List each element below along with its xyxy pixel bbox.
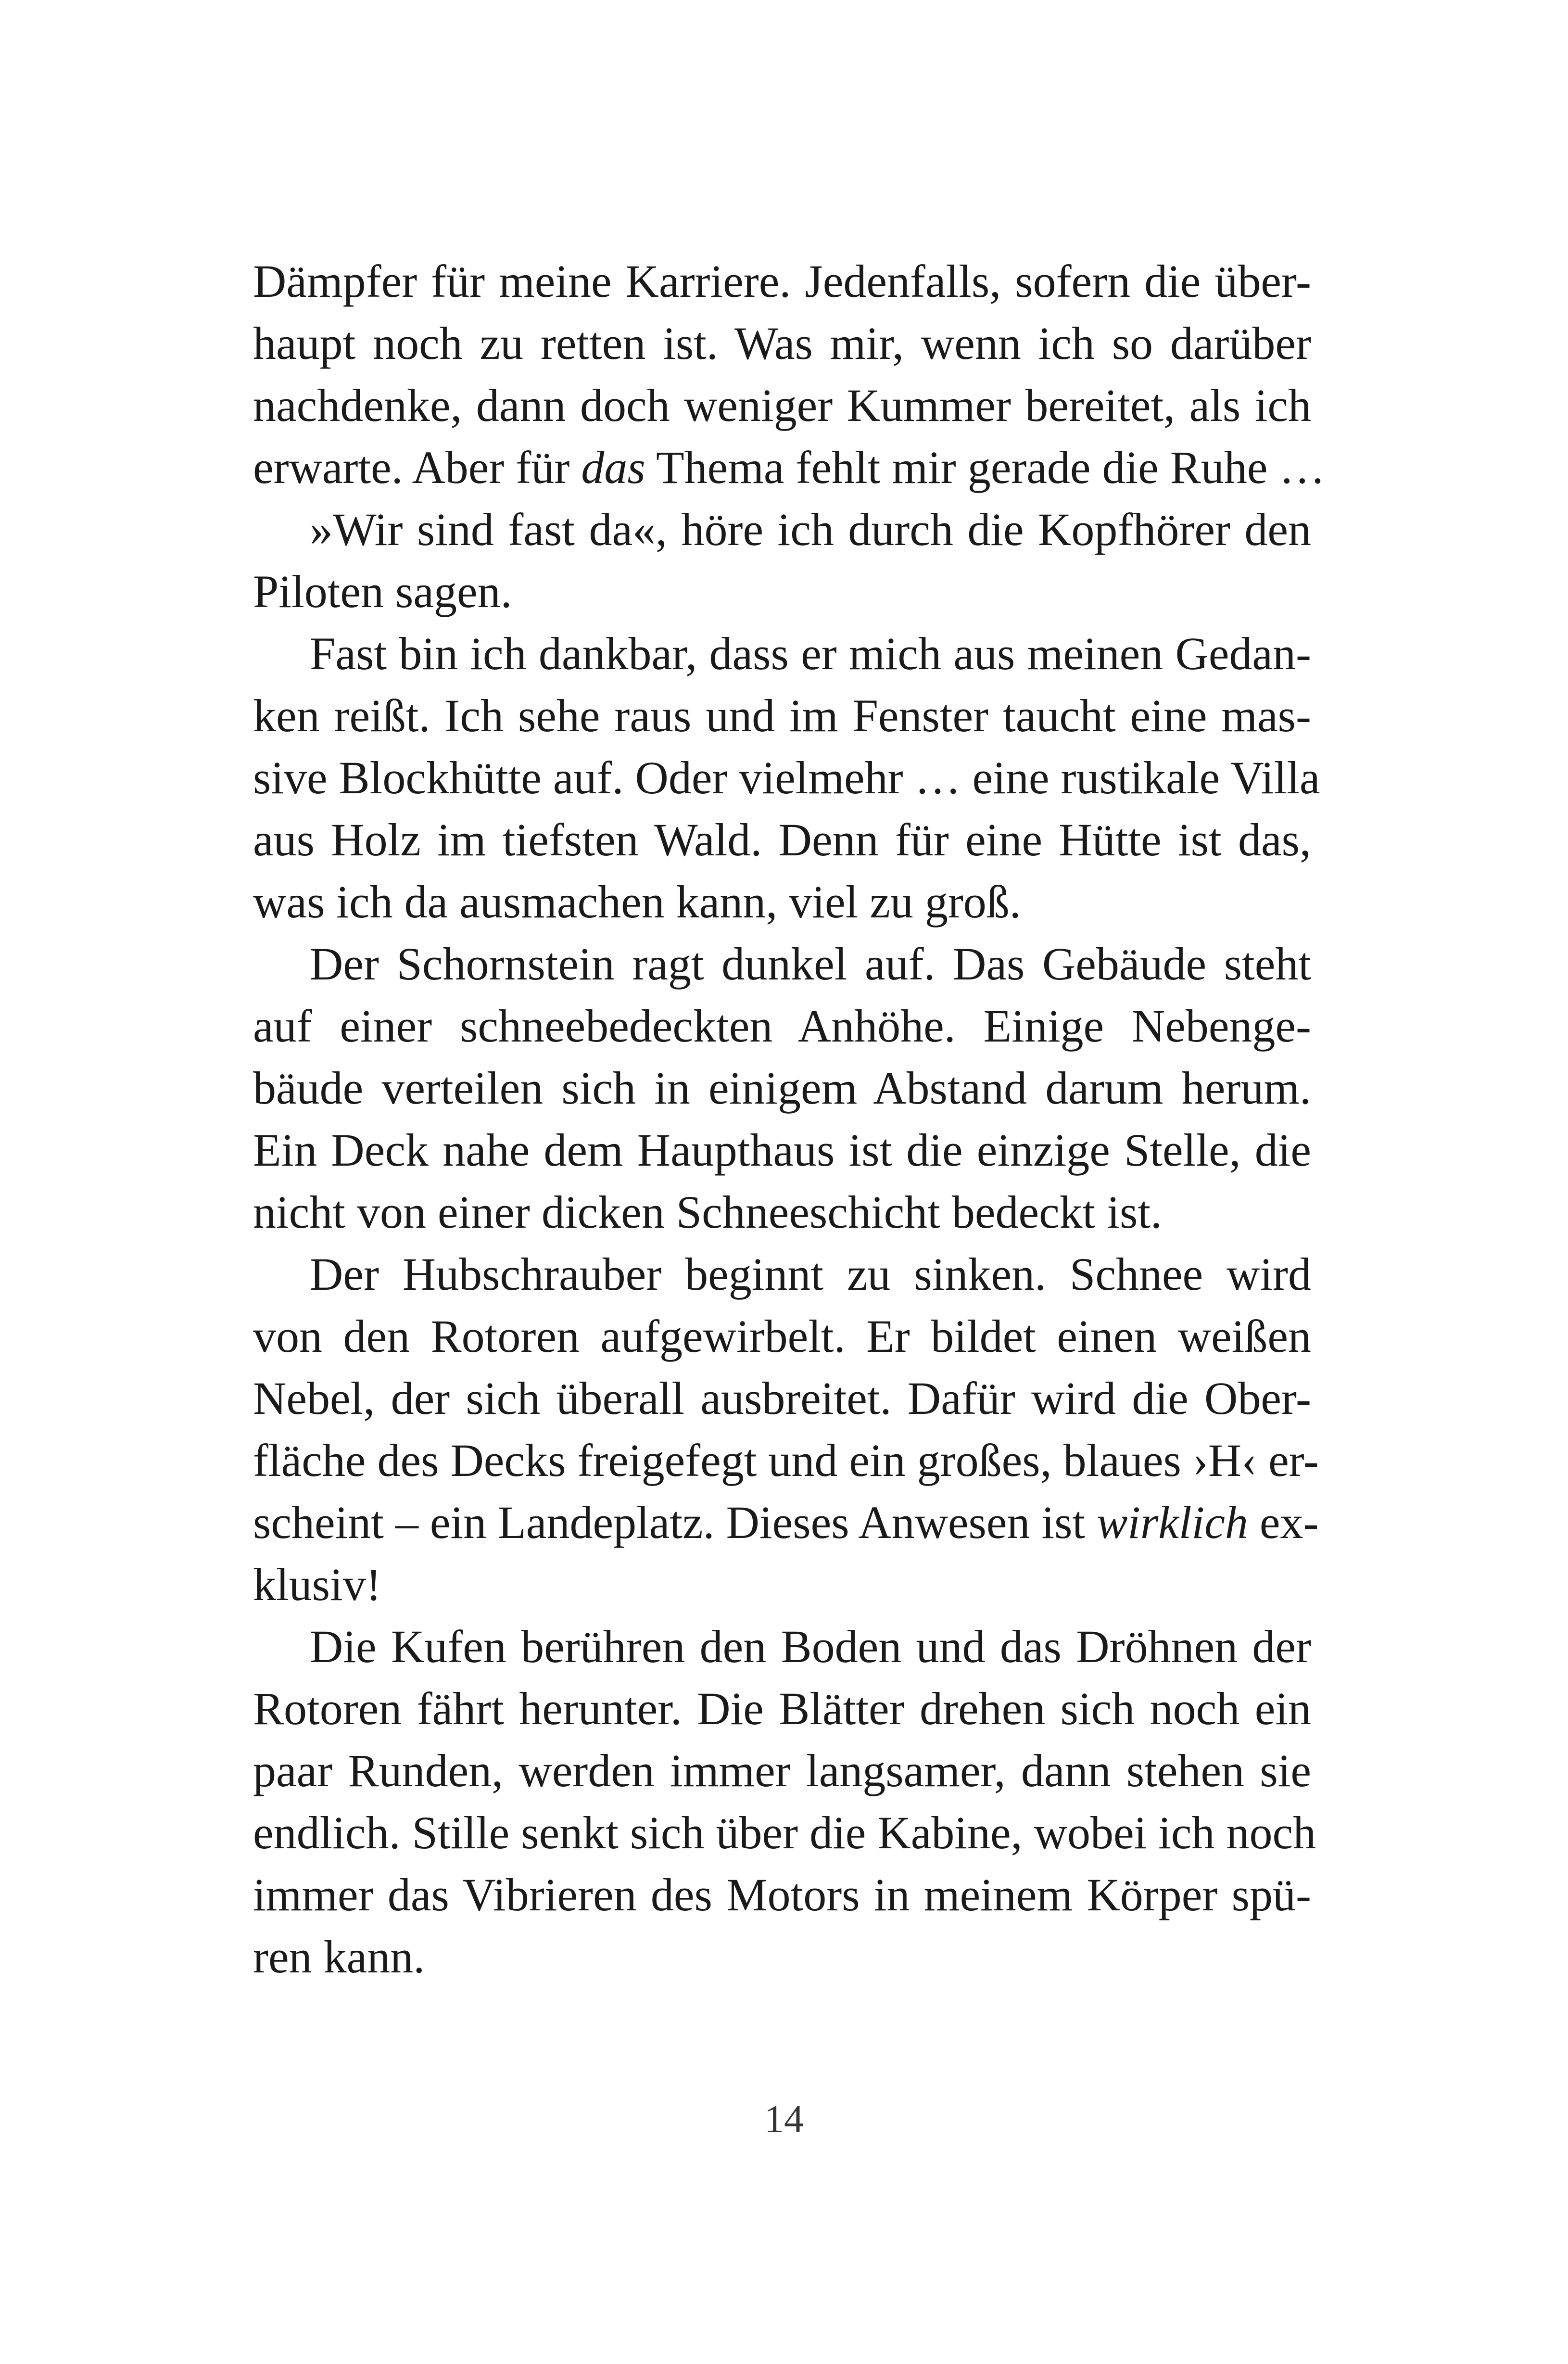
text-line: sive Blockhütte auf. Oder vielmehr … eine rustikale Villa — [253, 752, 1320, 803]
text-line: fläche des Decks freigefegt und ein großes, blaues ›H‹ er- — [253, 1435, 1319, 1486]
text-line: paar Runden, werden immer langsamer, dann stehen sie — [253, 1745, 1311, 1796]
text-line — [253, 436, 1326, 498]
text-line: was ich da ausmachen kann, viel zu groß. — [253, 876, 1021, 928]
text-segment: scheint – ein Landeplatz. Dieses Anwesen ist — [253, 1497, 1097, 1548]
text-line: Der Schornstein ragt dunkel auf. Das Gebäude steht — [310, 938, 1311, 990]
text-line: klusiv! — [253, 1559, 381, 1610]
body-text — [253, 250, 1326, 1988]
text-line: Rotoren fährt herunter. Die Blätter drehen sich noch ein — [253, 1683, 1311, 1734]
text-line: aus Holz im tiefsten Wald. Denn für eine Hütte ist das, — [253, 814, 1311, 865]
text-segment: erwarte. Aber für — [253, 442, 582, 493]
text-line: Dämpfer für meine Karriere. Jedenfalls, sofern die über- — [253, 255, 1311, 307]
text-line: Fast bin ich dankbar, dass er mich aus meinen Gedan- — [310, 628, 1311, 679]
text-line: Nebel, der sich überall ausbreitet. Dafür wird die Ober- — [253, 1373, 1311, 1424]
text-segment: ex- — [1248, 1497, 1319, 1548]
text-line: ren kann. — [253, 1931, 425, 1983]
text-line: ken reißt. Ich sehe raus und im Fenster taucht eine mas- — [253, 690, 1311, 741]
text-line: von den Rotoren aufgewirbelt. Er bildet einen weißen — [253, 1310, 1311, 1362]
text-line: Ein Deck nahe dem Haupthaus ist die einzige Stelle, die — [253, 1124, 1311, 1176]
text-line: nachdenke, dann doch weniger Kummer bereitet, als ich — [253, 380, 1311, 431]
text-line: Die Kufen berühren den Boden und das Dröhnen der — [310, 1621, 1311, 1672]
text-line: nicht von einer dicken Schneeschicht bedeckt ist. — [253, 1186, 1163, 1238]
text-line — [253, 1491, 1319, 1553]
emphasized-word: das — [581, 442, 645, 493]
text-line: haupt noch zu retten ist. Was mir, wenn ich so darüber — [253, 318, 1311, 369]
text-line: immer das Vibrieren des Motors in meinem Körper spü- — [253, 1869, 1311, 1920]
emphasized-word: wirklich — [1097, 1497, 1248, 1548]
text-line: Piloten sagen. — [253, 566, 512, 617]
text-line: auf einer schneebedeckten Anhöhe. Einige Nebenge- — [253, 1000, 1311, 1052]
text-line: bäude verteilen sich in einigem Abstand darum herum. — [253, 1062, 1311, 1114]
page-number: 14 — [764, 2097, 804, 2141]
text-segment: Thema fehlt mir gerade die Ruhe … — [645, 442, 1326, 493]
text-line: »Wir sind fast da«, höre ich durch die Kopfhörer den — [310, 504, 1311, 555]
text-line: Der Hubschrauber beginnt zu sinken. Schnee wird — [310, 1248, 1311, 1300]
text-line: endlich. Stille senkt sich über die Kabine, wobei ich noch — [253, 1807, 1316, 1858]
